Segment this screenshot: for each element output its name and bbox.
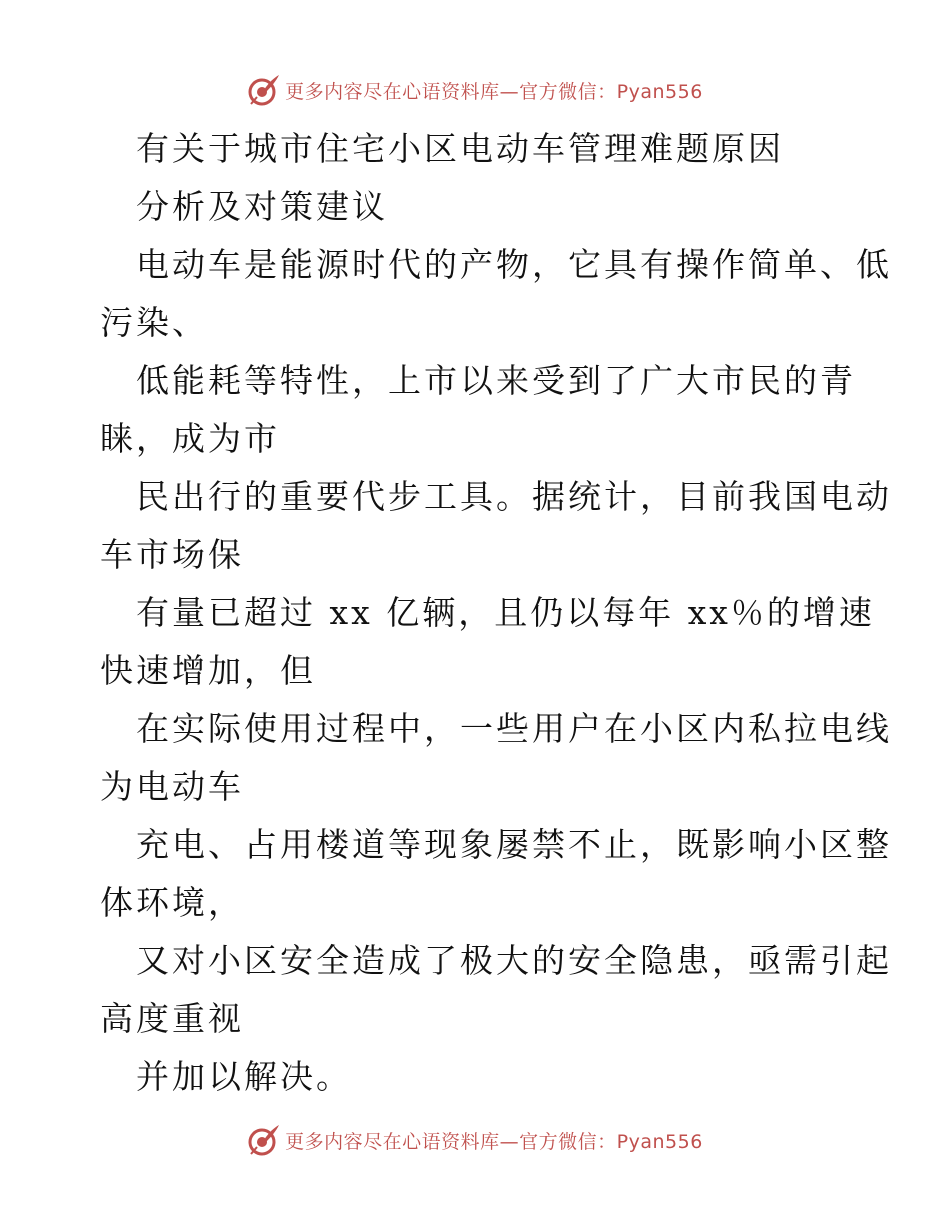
text-line: 体环境， — [100, 883, 244, 922]
text-line: 在实际使用过程中，一些用户在小区内私拉电线 — [136, 709, 892, 748]
text-line: 低能耗等特性，上市以来受到了广大市民的青 — [136, 361, 856, 400]
text-line: 有关于城市住宅小区电动车管理难题原因 — [136, 129, 784, 168]
text-line: 高度重视 — [100, 999, 244, 1038]
text-line: 民出行的重要代步工具。据统计，目前我国电动 — [136, 477, 892, 516]
text-line: 又对小区安全造成了极大的安全隐患，亟需引起 — [136, 941, 892, 980]
feather-pen-logo-icon — [247, 1123, 281, 1157]
text-line: 睐，成为市 — [100, 419, 280, 458]
text-line: 充电、占用楼道等现象屡禁不止，既影响小区整 — [136, 825, 892, 864]
document-body — [100, 120, 892, 1106]
header-banner-text: 更多内容尽在心语资料库—官方微信：Pyan556 — [285, 80, 703, 103]
footer-banner — [0, 1120, 950, 1160]
text-line: 并加以解决。 — [136, 1057, 352, 1096]
text-line: 分析及对策建议 — [136, 187, 388, 226]
text-line: 污染、 — [100, 303, 208, 342]
text-line: 车市场保 — [100, 535, 244, 574]
text-line: 有量已超过 xx 亿辆，且仍以每年 xx％的增速 — [136, 593, 875, 632]
feather-pen-logo-icon — [247, 73, 281, 107]
footer-banner-text: 更多内容尽在心语资料库—官方微信：Pyan556 — [285, 1130, 703, 1153]
text-line: 快速增加，但 — [100, 651, 316, 690]
text-line: 为电动车 — [100, 767, 244, 806]
text-line: 电动车是能源时代的产物，它具有操作简单、低 — [136, 245, 892, 284]
header-banner — [0, 70, 950, 110]
